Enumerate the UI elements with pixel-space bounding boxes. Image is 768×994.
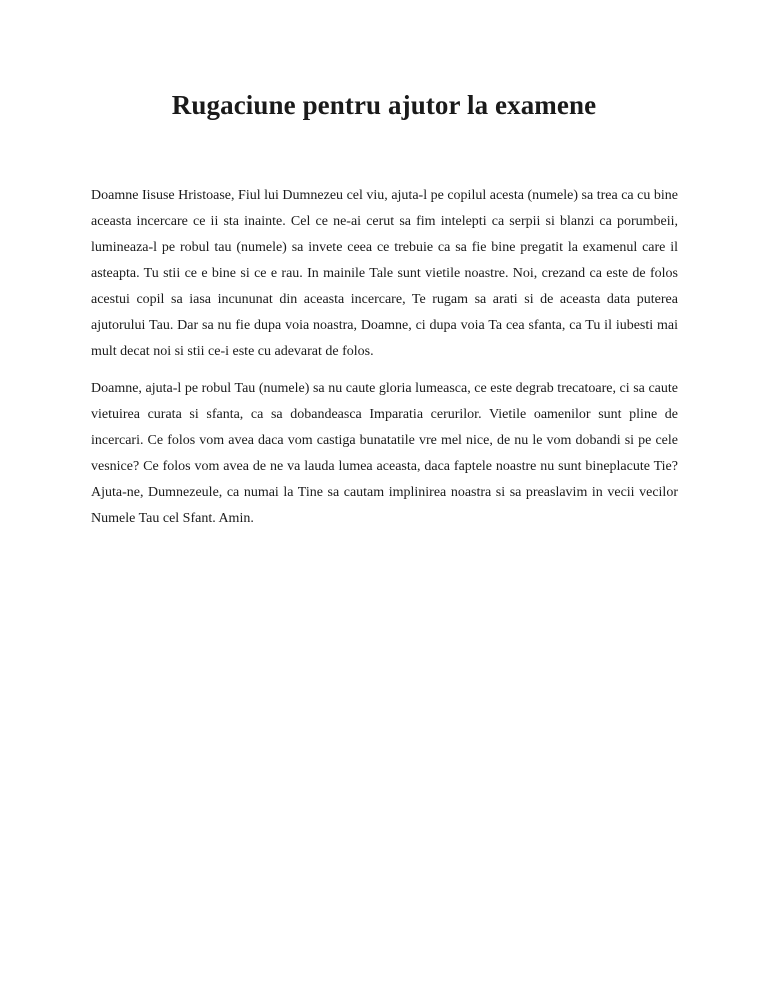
paragraph-2: Doamne, ajuta-l pe robul Tau (numele) sa nu caute gloria lumeasca, ce este degrab trecatoare, ci sa caute vietuirea curata si sfanta, ca sa dobandeasca Imparatia cerurilor. Vietile oamenilor sunt pline de incercari. Ce folos vom avea daca vom castiga bunatatile vre mel nice, de nu le vom dobandi si pe cele vesnice? Ce folos vom avea de ne va lauda lumea aceasta, daca faptele noastre nu sunt bineplacute Tie? Ajuta-ne, Dumnezeule, ca numai la Tine sa cautam implinirea noastra si sa preaslavim in vecii vecilor Numele Tau cel Sfant. Amin. bbox=[91, 381, 678, 526]
paragraph-1: Doamne Iisuse Hristoase, Fiul lui Dumnezeu cel viu, ajuta-l pe copilul acesta (numele) sa trea ca cu bine aceasta incercare ce ii sta inainte. Cel ce ne-ai cerut sa fim intelepti ca serpii si blanzi ca porumbeii, lumineaza-l pe robul tau (numele) sa invete ceea ce trebuie ca sa fie bine pregatit la examenul care il asteapta. Tu stii ce e bine si ce e rau. In mainile Tale sunt vietile noastre. Noi, crezand ca este de folos acestui copil sa iasa incununat din aceasta incercare, Te rugam sa arati si de aceasta data puterea ajutorului Tau. Dar sa nu fie dupa voia noastra, Doamne, ci dupa voia Ta cea sfanta, ca Tu il iubesti mai mult decat noi si stii ce-i este cu adevarat de folos. bbox=[91, 188, 678, 359]
document-body bbox=[91, 183, 678, 543]
page-title: Rugaciune pentru ajutor la examene bbox=[171, 90, 597, 120]
